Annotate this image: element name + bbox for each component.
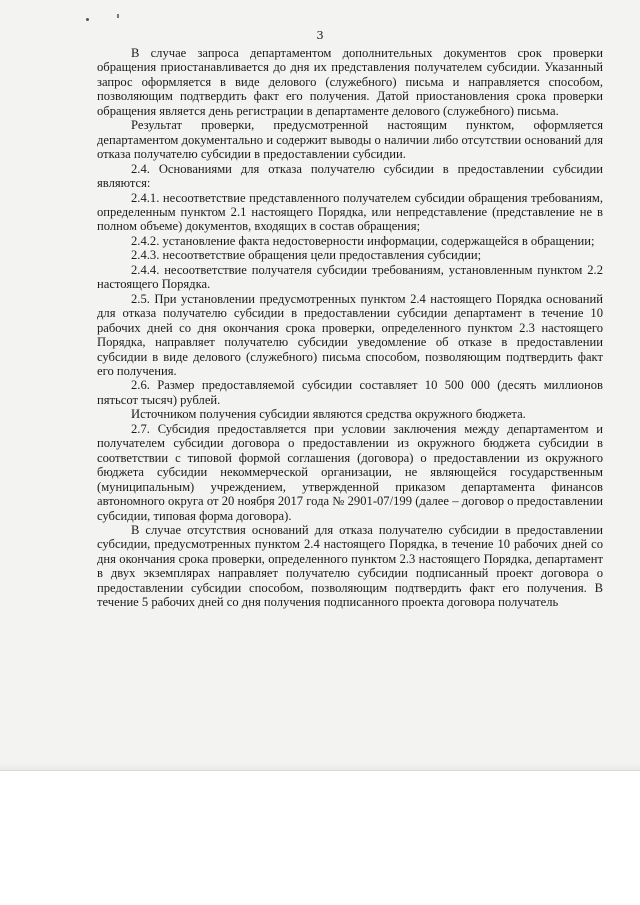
paragraph: В случае запроса департаментом дополнительных документов срок проверки обращения приостанавливается до дня их представления получателем субсидии. Указанный запрос оформляется в виде делового (служебного) письма и направляется способом, позволяющим подтвердить факт его получения. Датой приостановления срока проверки обращения является день регистрации в департаменте делового (служебного) письма. <box>97 46 603 118</box>
paragraph: 2.5. При установлении предусмотренных пунктом 2.4 настоящего Порядка оснований для отказа получателю субсидии в предоставлении субсидии департамент в течение 10 рабочих дней со дня окончания срока проверки, определенного пунктом 2.3 настоящего Порядка, направляет получателю субсидии уведомление об отказе в предоставлении субсидии в виде делового (служебного) письма способом, позволяющим подтвердить факт его получения. <box>97 291 603 378</box>
scan-speck <box>86 18 89 21</box>
paragraph: В случае отсутствия оснований для отказа получателю субсидии в предоставлении субсидии, предусмотренных пунктом 2.4 настоящего Порядка, в течение 10 рабочих дней со дня окончания срока проверки, определенного пунктом 2.3 настоящего Порядка, департамент в двух экземплярах направляет получателю субсидии подписанный проект договора о предоставлении субсидии способом, позволяющим подтвердить факт его получения. В течение 5 рабочих дней со дня получения подписанного проекта договора получатель <box>97 522 603 610</box>
scan-speck <box>117 14 119 18</box>
paragraph: Источником получения субсидии являются средства окружного бюджета. <box>131 407 526 422</box>
paragraph: 2.4.1. несоответствие представленного получателем субсидии обращения требованиям, определенным пунктом 2.1 настоящего Порядка, или непредставление (представление не в полном объеме) документов, входящих в состав обращения; <box>97 190 603 234</box>
page-number: 3 <box>316 28 324 42</box>
paragraph: 2.4.2. установление факта недостоверности информации, содержащейся в обращении; <box>131 233 595 248</box>
paragraph: 2.4.3. несоответствие обращения цели предоставления субсидии; <box>131 248 482 263</box>
paragraph: Результат проверки, предусмотренной настоящим пунктом, оформляется департаментом документально и содержит выводы о наличии либо отсутствии оснований для отказа получателю субсидии в предоставлении субсидии. <box>97 118 603 162</box>
paragraph: 2.4.4. несоответствие получателя субсидии требованиям, установленным пунктом 2.2 настоящего Порядка. <box>97 262 603 292</box>
paragraph: 2.6. Размер предоставляемой субсидии составляет 10 500 000 (десять миллионов пятьсот тысяч) рублей. <box>97 378 603 407</box>
paragraph: 2.7. Субсидия предоставляется при условии заключения между департаментом и получателем субсидии договора о предоставлении из окружного бюджета субсидии в соответствии с типовой формой соглашения (договора) о предоставлении из окружного бюджета субсидии некоммерческой организации, не являющейся государственным (муниципальным) учреждением, утвержденной приказом департамента финансов автономного округа от 20 ноября 2017 года № 2901-07/199 (далее – договор о предоставлении субсидии, типовая форма договора). <box>97 421 603 523</box>
document-body <box>97 46 603 610</box>
paragraph: 2.4. Основаниями для отказа получателю субсидии в предоставлении субсидии являются: <box>97 161 603 191</box>
